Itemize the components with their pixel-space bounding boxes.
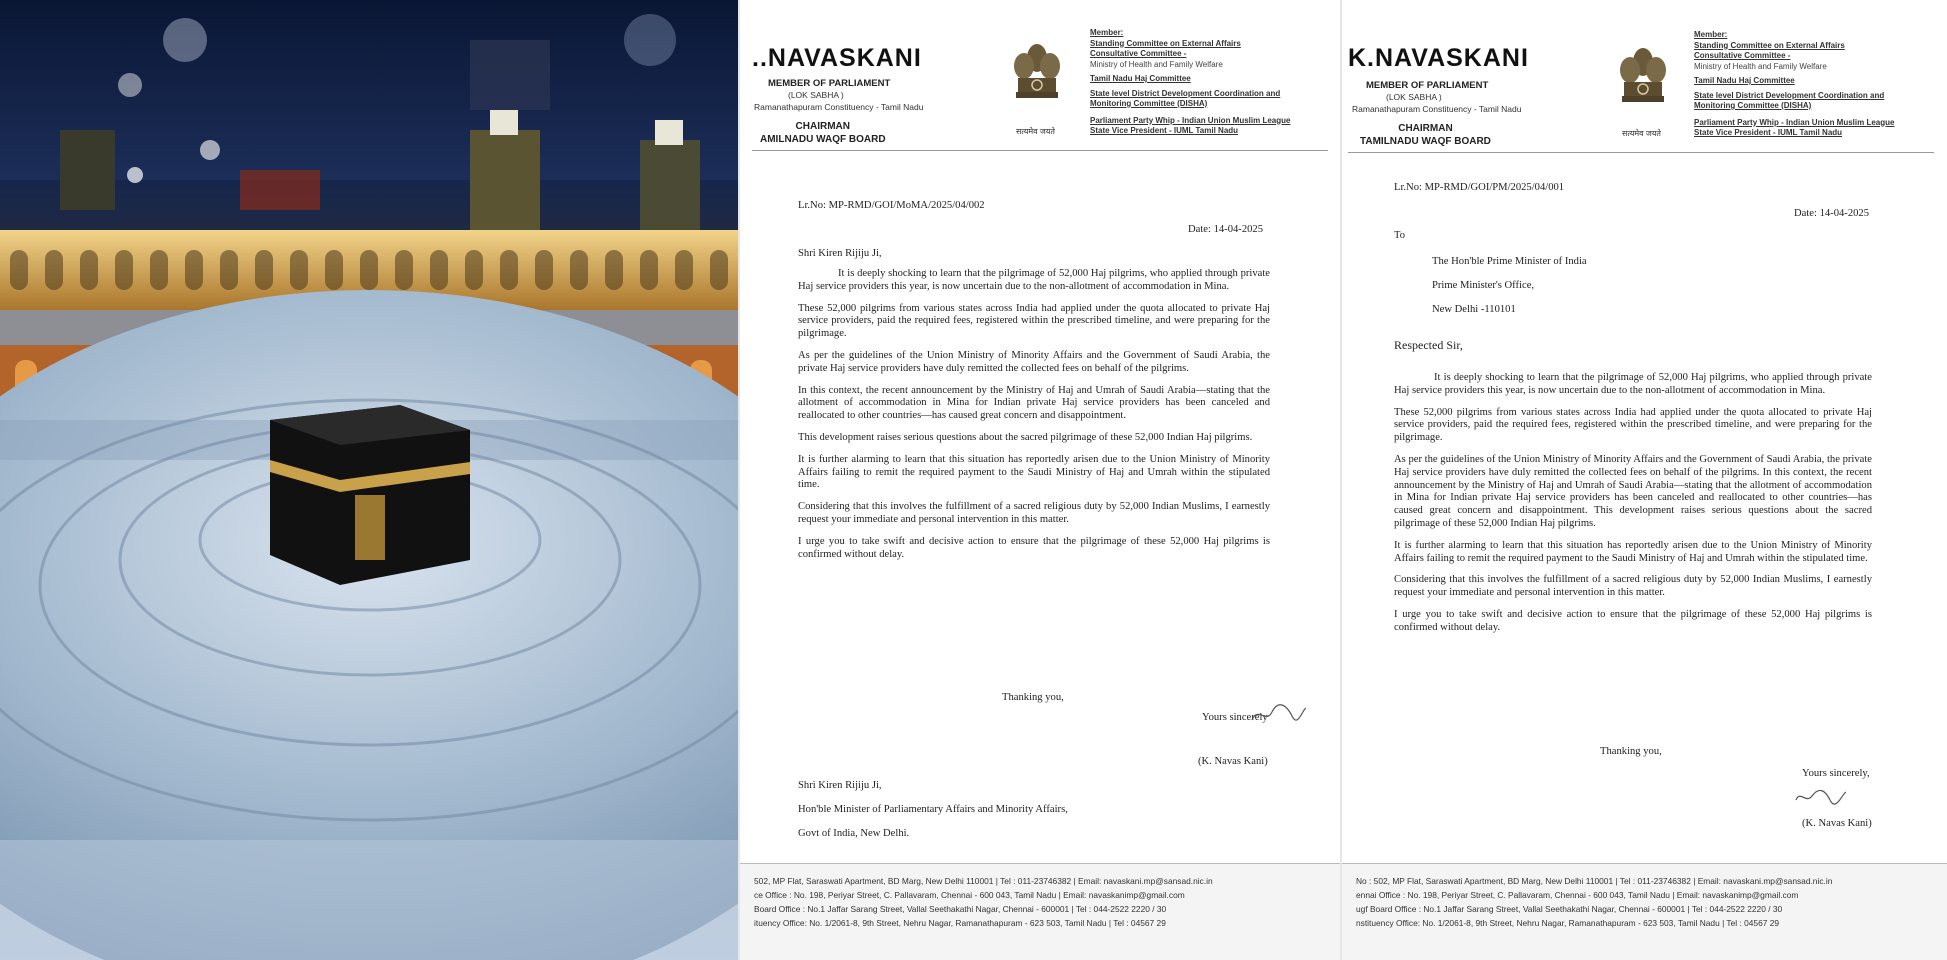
letter-footer: No : 502, MP Flat, Saraswati Apartment, BD Marg, New Delhi 110001 | Tel : 011-23746382 | Email: navaskani.mp@sansad.nic.in ennai Office : No. 198, Periyar Street, C. Pallavaram, Chennai - 600 043, Tamil Nadu | Email: navaskanimp@gmail.com ugf Board Office : No.1 Jaffar Sarang Street, Vallal Seethakathi Nagar, Chennai - 600001 | Tel : 044-2522 2220 / 30 nstituency Office: No. 1/2061-8, 9th Street, Nehru Nagar, Ramanathapuram - 623 503, Tamil Nadu | Tel : 04567 29	[1342, 863, 1947, 960]
letterhead-constituency: Ramanathapuram Constituency - Tamil Nadu	[754, 102, 924, 112]
letter-to-minister	[740, 0, 1340, 960]
header-rule	[1348, 152, 1934, 153]
recipient-address: Govt of India, New Delhi.	[798, 828, 910, 839]
recipient-name: Shri Kiren Rijiju Ji,	[798, 780, 882, 791]
letterhead-name: K.NAVASKANI	[1348, 44, 1529, 72]
letter-to-prime-minister	[1342, 0, 1947, 960]
signature-icon	[1790, 782, 1850, 810]
letter-body: It is deeply shocking to learn that the pilgrimage of 52,000 Haj pilgrims, who applied through private Haj service providers this year, is now uncertain due to the non-allotment of accommodation in Mina. These 52,000 pilgrims from various states across India had applied under the quota allocated to private Haj service providers, paid the required fees, registered within the prescribed timeline, and were preparing for the pilgrimage. As per the guidelines of the Union Ministry of Minority Affairs and the Government of Saudi Arabia, the private Haj service providers have duly remitted the collected fees on behalf of the pilgrims. In this context, the recent announcement by the Ministry of Haj and Umrah of Saudi Arabia—stating that the allotment of accommodation in Mina for Indian private Haj service providers has been canceled and reallocated to other countries—has caused great concern and disappointment. This development raises serious questions about the sacred pilgrimage of these 52,000 Indian Haj pilgrims. It is further alarming to learn that this situation has reportedly arisen due to the Union Ministry of Minority Affairs failing to remit the required payment to the Saudi Ministry of Haj and Umrah within the stipulated time. Considering that this involves the fulfillment of a sacred religious duty by 52,000 Indian Muslims, I earnestly request your immediate and personal intervention in this matter. I urge you to take swift and decisive action to ensure that the pilgrimage of these 52,000 Haj pilgrims is confirmed without delay.	[1394, 372, 1872, 633]
national-emblem-icon	[1002, 36, 1072, 126]
recipient-office: Prime Minister's Office,	[1432, 280, 1535, 291]
signatory-name: (K. Navas Kani)	[1802, 818, 1872, 829]
letterhead-lok: (LOK SABHA )	[1386, 92, 1442, 102]
header-rule	[752, 150, 1328, 151]
letter-body: It is deeply shocking to learn that the pilgrimage of 52,000 Haj pilgrims, who applied through private Haj service providers this year, is now uncertain due to the non-allotment of accommodation in Mina. These 52,000 pilgrims from various states across India had applied under the quota allocated to private Haj service providers, paid the required fees, registered within the prescribed timeline, and were preparing for the pilgrimage. As per the guidelines of the Union Ministry of Minority Affairs and the Government of Saudi Arabia, the private Haj service providers have duly remitted the collected fees on behalf of the pilgrims. In this context, the recent announcement by the Ministry of Haj and Umrah of Saudi Arabia—stating that the allotment of accommodation in Mina for Indian private Haj service providers has been canceled and reallocated to other countries—has caused great concern and disappointment. This development raises serious questions about the sacred pilgrimage of these 52,000 Indian Haj pilgrims. It is further alarming to learn that this situation has reportedly arisen due to the Union Ministry of Minority Affairs failing to remit the required payment to the Saudi Ministry of Haj and Umrah within the stipulated time. Considering that this involves the fulfillment of a sacred religious duty by 52,000 Indian Muslims, I earnestly request your immediate and personal intervention in this matter. I urge you to take swift and decisive action to ensure that the pilgrimage of these 52,000 Haj pilgrims is confirmed without delay.	[798, 268, 1270, 560]
emblem-caption: सत्यमेव जयते	[1622, 129, 1661, 138]
closing-yours: Yours sincerely,	[1802, 768, 1870, 779]
reference-number: Lr.No: MP-RMD/GOI/MoMA/2025/04/002	[798, 200, 985, 211]
letterhead-chairman: CHAIRMAN AMILNADU WAQF BOARD	[760, 121, 886, 145]
letterhead-mp: MEMBER OF PARLIAMENT	[768, 78, 891, 89]
salutation: Shri Kiren Rijiju Ji,	[798, 248, 882, 259]
closing-thanks: Thanking you,	[1600, 746, 1662, 757]
kaaba-photo	[0, 0, 738, 960]
letter-date: Date: 14-04-2025	[1188, 224, 1264, 235]
recipient-name: The Hon'ble Prime Minister of India	[1432, 256, 1587, 267]
closing-yours: Yours sincerely	[1202, 712, 1268, 723]
letterhead-mp: MEMBER OF PARLIAMENT	[1366, 80, 1489, 91]
letterhead-roles: Member: Standing Committee on External Affairs Consultative Committee - Ministry of Health and Family Welfare Tamil Nadu Haj Committee State level District Development Coordination and Monitoring Committee (DISHA) Parliament Party Whip - Indian Union Muslim League State Vice President - IUML Tamil Nadu	[1694, 30, 1895, 137]
emblem-caption: सत्यमेव जयते	[1016, 127, 1055, 136]
signatory-name: (K. Navas Kani)	[1198, 756, 1268, 767]
recipient-title: Hon'ble Minister of Parliamentary Affairs and Minority Affairs,	[798, 804, 1068, 815]
letterhead-name: ..NAVASKANI	[752, 44, 922, 72]
to-label: To	[1394, 230, 1406, 241]
letterhead-constituency: Ramanathapuram Constituency - Tamil Nadu	[1352, 104, 1522, 114]
letterhead-lok: (LOK SABHA )	[788, 90, 844, 100]
signature-icon	[1248, 700, 1308, 728]
letter-footer: 502, MP Flat, Saraswati Apartment, BD Marg, New Delhi 110001 | Tel : 011-23746382 | Email: navaskani.mp@sansad.nic.in ce Office : No. 198, Periyar Street, C. Pallavaram, Chennai - 600 043, Tamil Nadu | Email: navaskanimp@gmail.com Board Office : No.1 Jaffar Sarang Street, Vallal Seethakathi Nagar, Chennai - 600001 | Tel : 044-2522 2220 / 30 ituency Office: No. 1/2061-8, 9th Street, Nehru Nagar, Ramanathapuram - 623 503, Tamil Nadu | Tel : 04567 29	[740, 863, 1340, 960]
letter-date: Date: 14-04-2025	[1794, 208, 1870, 219]
reference-number: Lr.No: MP-RMD/GOI/PM/2025/04/001	[1394, 182, 1565, 193]
kaaba-illustration	[0, 0, 738, 960]
salutation: Respected Sir,	[1394, 338, 1463, 352]
closing-thanks: Thanking you,	[1002, 692, 1064, 703]
recipient-address: New Delhi -110101	[1432, 304, 1516, 315]
national-emblem-icon	[1608, 40, 1678, 130]
letterhead-chairman: CHAIRMAN TAMILNADU WAQF BOARD	[1360, 123, 1491, 147]
letterhead-roles: Member: Standing Committee on External Affairs Consultative Committee - Ministry of Health and Family Welfare Tamil Nadu Haj Committee State level District Development Coordination and Monitoring Committee (DISHA) Parliament Party Whip - Indian Union Muslim League State Vice President - IUML Tamil Nadu	[1090, 28, 1291, 135]
